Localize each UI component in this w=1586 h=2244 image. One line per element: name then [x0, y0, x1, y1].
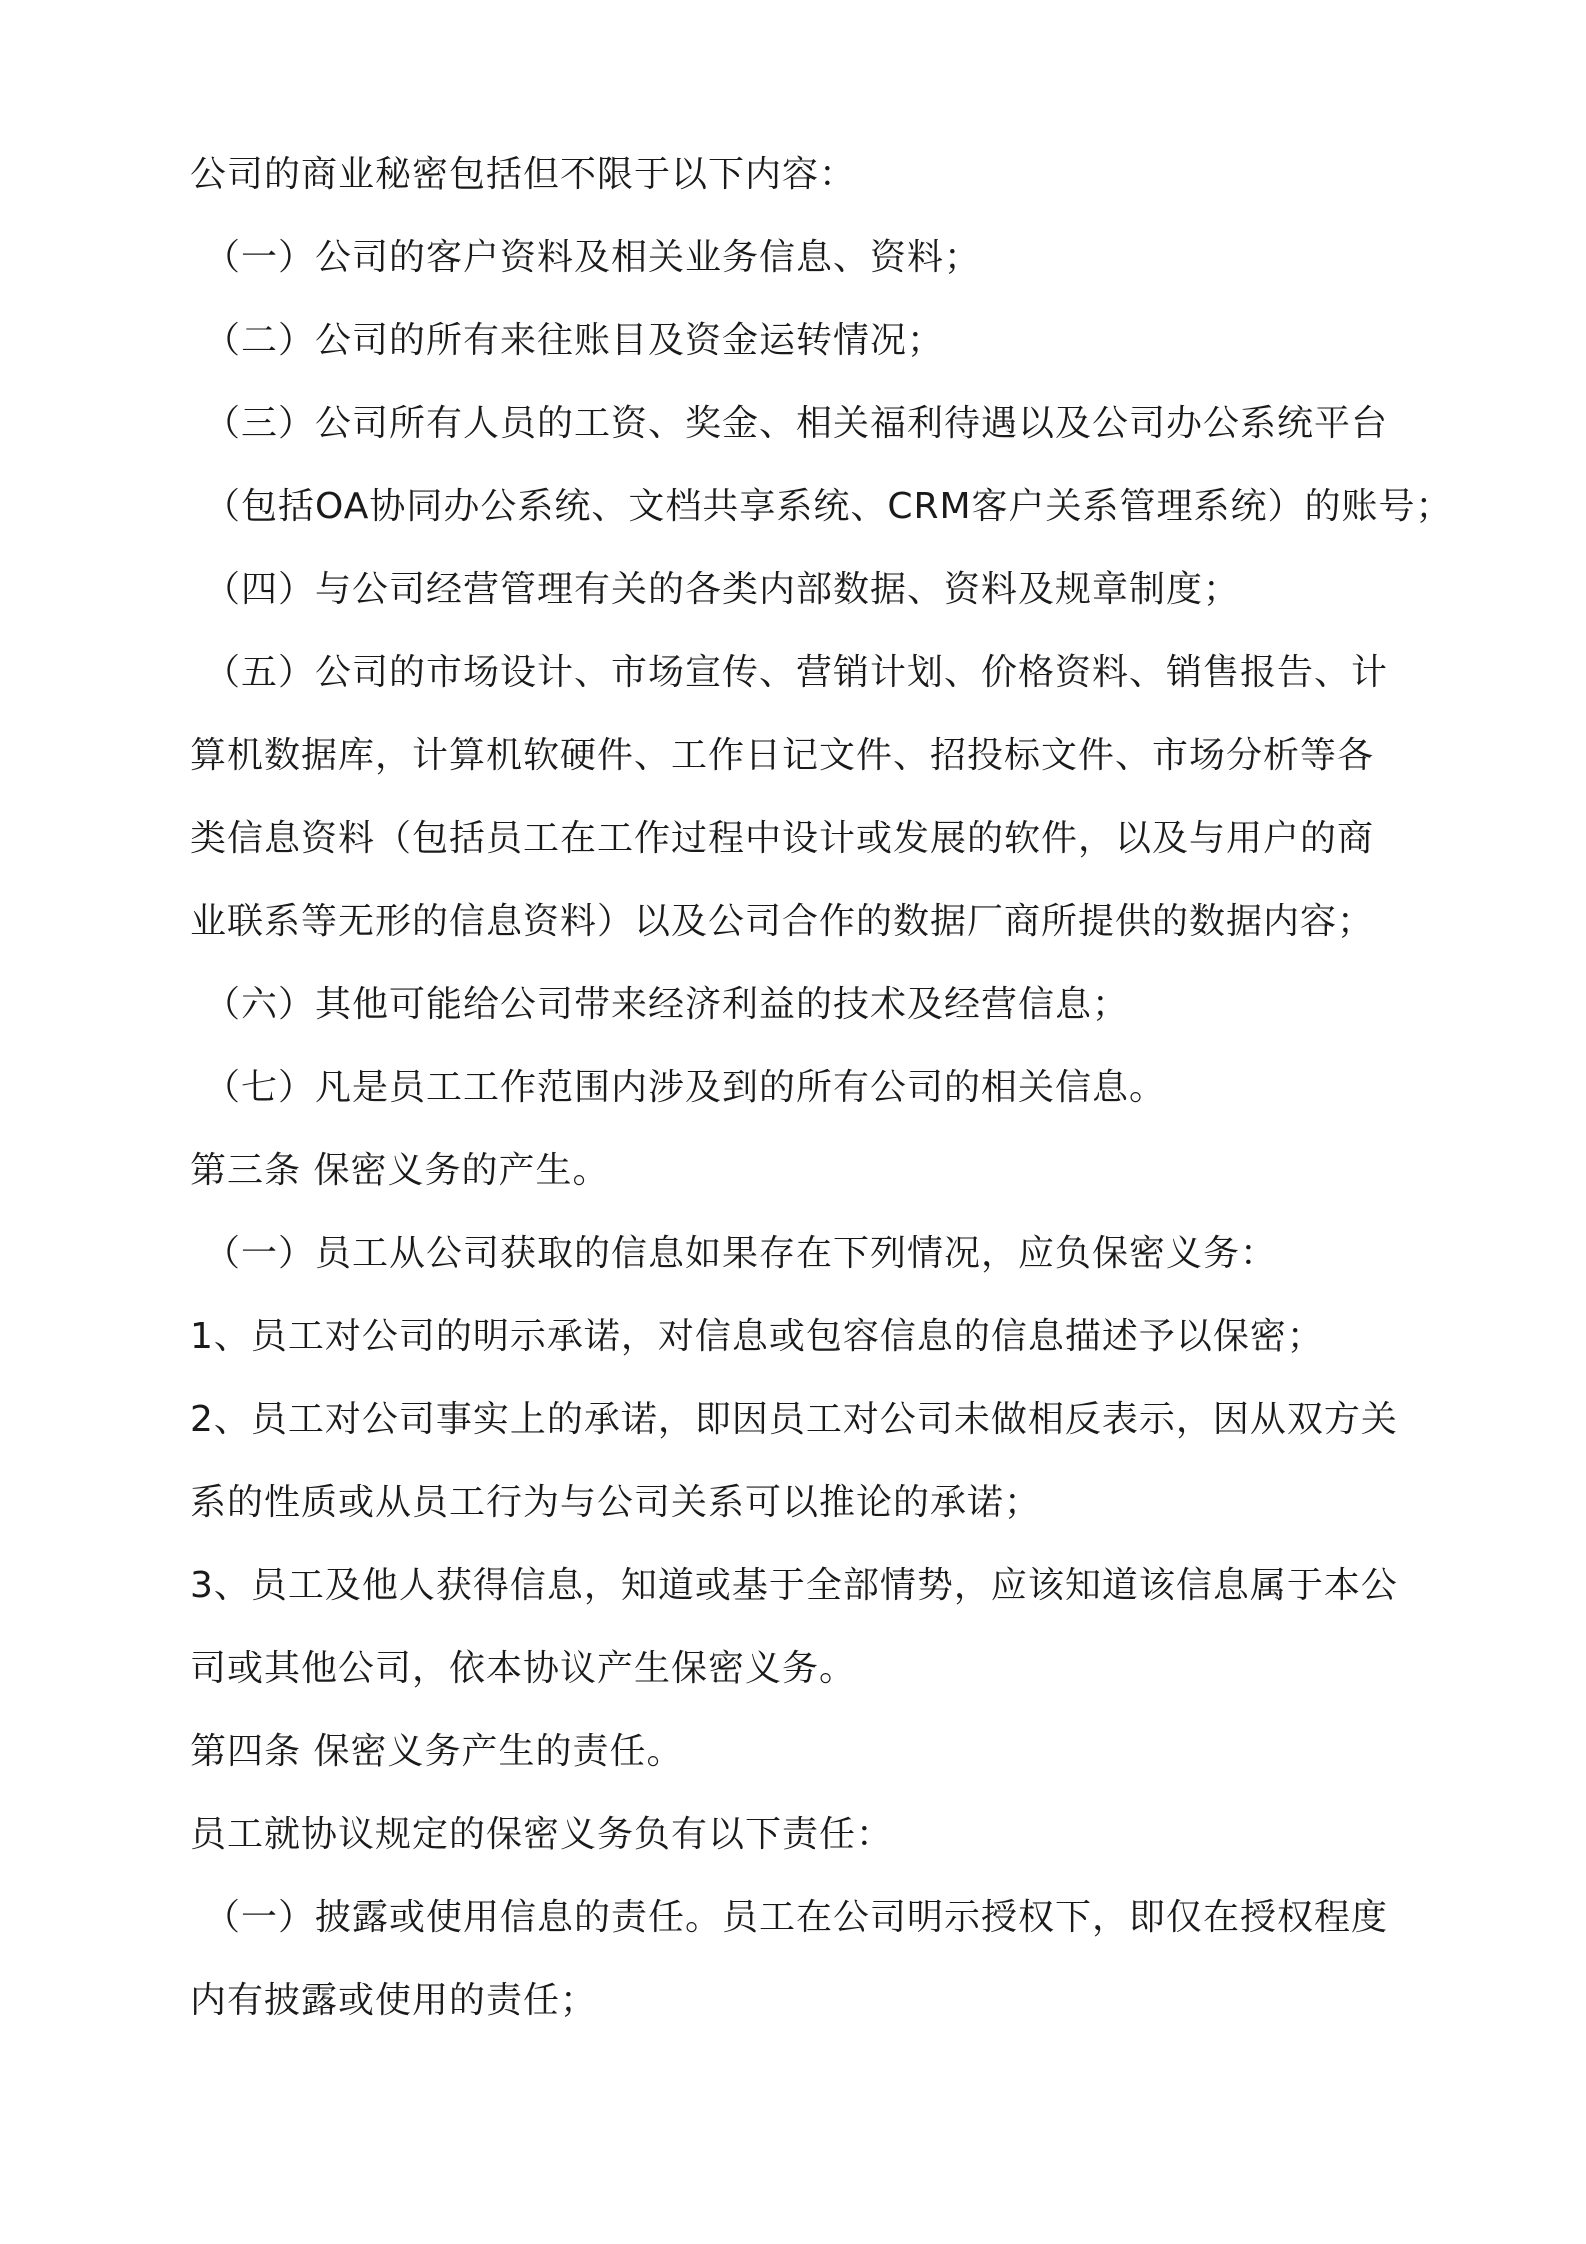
- article-4-intro: 员工就协议规定的保密义务负有以下责任：: [190, 1814, 894, 1855]
- article-3-point-1: 1、员工对公司的明示承诺，对信息或包容信息的信息描述予以保密；: [190, 1316, 1324, 1357]
- article-4-item-1-line-1: （一）披露或使用信息的责任。员工在公司明示授权下，即仅在授权程度: [204, 1897, 1389, 1938]
- article-3-point-2-line-1: 2、员工对公司事实上的承诺，即因员工对公司未做相反表示，因从双方关: [190, 1399, 1398, 1440]
- article-3-item-1: （一）员工从公司获取的信息如果存在下列情况，应负保密义务：: [204, 1233, 1278, 1274]
- article-3-point-2-line-2: 系的性质或从员工行为与公司关系可以推论的承诺；: [190, 1482, 1042, 1523]
- secret-item-3-line-1: （三）公司所有人员的工资、奖金、相关福利待遇以及公司办公系统平台: [204, 403, 1389, 444]
- article-4-item-1-line-2: 内有披露或使用的责任；: [190, 1980, 598, 2021]
- secret-item-2: （二）公司的所有来往账目及资金运转情况；: [204, 320, 945, 361]
- article-3-point-3-line-1: 3、员工及他人获得信息，知道或基于全部情势，应该知道该信息属于本公: [190, 1565, 1398, 1606]
- secret-item-7: （七）凡是员工工作范围内涉及到的所有公司的相关信息。: [204, 1067, 1167, 1108]
- secret-item-4: （四）与公司经营管理有关的各类内部数据、资料及规章制度；: [204, 569, 1241, 610]
- secret-item-6: （六）其他可能给公司带来经济利益的技术及经营信息；: [204, 984, 1130, 1025]
- secret-item-1: （一）公司的客户资料及相关业务信息、资料；: [204, 237, 982, 278]
- secret-item-5-line-1: （五）公司的市场设计、市场宣传、营销计划、价格资料、销售报告、计: [204, 652, 1389, 693]
- secret-item-5-line-2: 算机数据库，计算机软硬件、工作日记文件、招投标文件、市场分析等各: [190, 735, 1375, 776]
- article-3-point-3-line-2: 司或其他公司，依本协议产生保密义务。: [190, 1648, 857, 1689]
- article-3-heading: 第三条 保密义务的产生。: [190, 1150, 610, 1191]
- secret-item-5-line-3: 类信息资料（包括员工在工作过程中设计或发展的软件，以及与用户的商: [190, 818, 1375, 859]
- secret-item-5-line-4: 业联系等无形的信息资料）以及公司合作的数据厂商所提供的数据内容；: [190, 901, 1375, 942]
- article-4-heading: 第四条 保密义务产生的责任。: [190, 1731, 684, 1772]
- secret-item-3-line-2: （包括OA协同办公系统、文档共享系统、CRM客户关系管理系统）的账号；: [204, 486, 1453, 527]
- intro-line: 公司的商业秘密包括但不限于以下内容：: [190, 154, 857, 195]
